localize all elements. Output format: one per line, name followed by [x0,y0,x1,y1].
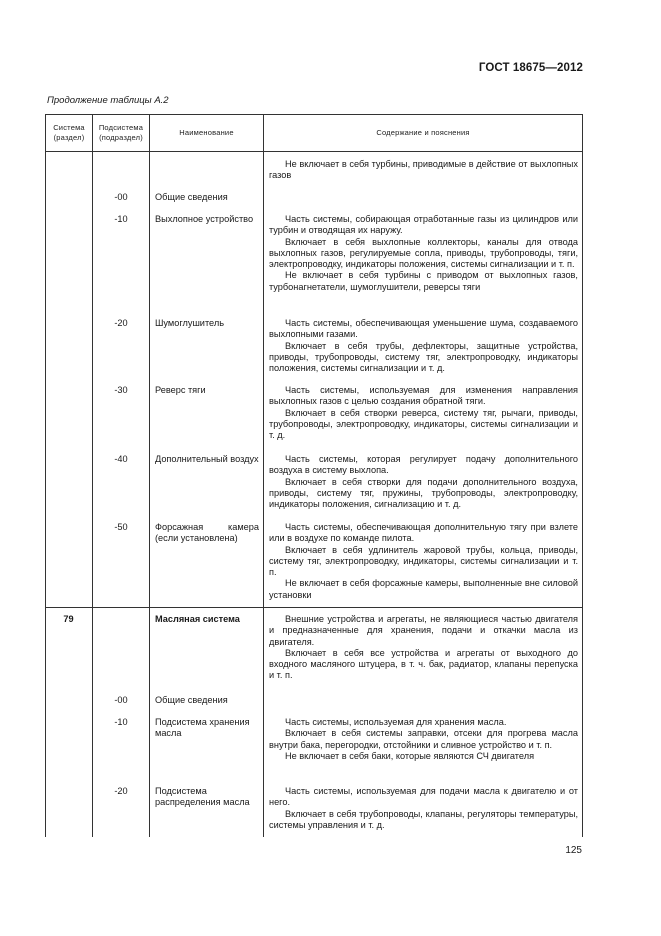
subsystem-code: -00 [114,695,128,705]
subsystem-code: -20 [114,786,128,796]
row-content [269,717,578,762]
content-paragraph: Часть системы, собирающая отработанные газы из цилиндров или турбин и отводящая их наружу. [269,214,578,236]
column-header-name: Наименование [179,128,234,137]
row-name: Форсажная камера (если установлена) [155,522,259,544]
column-header-subsystem: Подсистема (подраздел) [98,123,144,142]
content-paragraph: Включает в себя трубопроводы, клапаны, регуляторы температуры, системы управления и т. д. [269,808,578,830]
row-name: Подсистема хранения масла [155,717,250,739]
row-content [269,614,578,682]
content-paragraph: Не включает в себя турбины, приводимые в действие от выхлопных газов [269,159,578,181]
column-header-system: Система (раздел) [53,123,85,142]
row-name: Реверс тяги [155,385,206,395]
content-paragraph: Часть системы, которая регулирует подачу дополнительного воздуха в систему выхлопа. [269,454,578,476]
row-divider [45,607,583,608]
content-paragraph: Часть системы, обеспечивающая уменьшение шума, создаваемого выхлопными газами. [269,318,578,340]
column-header-content: Содержание и пояснения [376,128,470,137]
row-content [269,454,578,510]
row-name: Масляная система [155,614,240,624]
header-divider [45,151,583,152]
subsystem-code: -10 [114,717,128,727]
table-border-left [45,115,46,837]
page-number: 125 [565,845,582,856]
row-name: Общие сведения [155,192,228,202]
content-paragraph: Не включает в себя турбины с приводом от выхлопных газов, турбонагнетатели, шумоглушители, реверсы тяги [269,270,578,292]
content-paragraph: Включает в себя трубы, дефлекторы, защитные устройства, приводы, трубопроводы, систему тяг, электропроводку, индикаторы положения, системы сигнализации и т. д. [269,340,578,374]
subsystem-code: -30 [114,385,128,395]
row-name: Подсистема распределения масла [155,786,250,808]
subsystem-code: -20 [114,318,128,328]
row-name: Общие сведения [155,695,228,705]
content-paragraph: Не включает в себя форсажные камеры, выполненные вне силовой установки [269,578,578,600]
content-paragraph: Часть системы, используемая для хранения масла. [285,717,507,727]
content-paragraph: Включает в себя все устройства и агрегаты от выходного до входного масляного штуцера, в т. ч. бак, радиатор, клапаны перепуска и т. п. [269,647,578,681]
column-divider [263,115,264,837]
row-name: Дополнительный воздух [155,454,259,464]
content-paragraph: Часть системы, используемая для подачи масла к двигателю и от него. [269,786,578,808]
row-content [269,522,578,601]
subsystem-code: -10 [114,214,128,224]
content-paragraph: Часть системы, используемая для изменения направления выхлопных газов с целью создания обратной тяги. [269,385,578,407]
content-paragraph: Включает в себя системы заправки, отсеки для прогрева масла внутри бака, перегородки, отстойники и сливное устройство и т. п. [269,728,578,750]
row-name: Выхлопное устройство [155,214,254,224]
subsystem-code: -50 [114,522,128,532]
table-border-right [582,115,583,837]
row-content [269,786,578,831]
row-name: Шумоглушитель [155,318,224,328]
row-content [269,318,578,374]
specification-table [45,114,583,837]
content-paragraph: Часть системы, обеспечивающая дополнительную тягу при взлете или в воздухе по команде пилота. [269,522,578,544]
content-paragraph: Внешние устройства и агрегаты, не являющиеся частью двигателя и предназначенные для хранения, подачи и откачки масла из двигателя. [269,614,578,647]
row-content [269,214,578,293]
table-continuation-caption: Продолжение таблицы А.2 [47,95,169,106]
row-content [269,159,578,182]
system-code: 79 [63,614,74,624]
subsystem-code: -40 [114,454,128,464]
content-paragraph: Включает в себя выхлопные коллекторы, каналы для отвода выхлопных газов, регулируемые сопла, приводы, трубопроводы, тяги, электропроводку, индикаторы положения, системы сигнализации и т. п. [269,236,578,270]
standard-designation: ГОСТ 18675—2012 [478,62,583,74]
content-paragraph: Включает в себя удлинитель жаровой трубы, кольца, приводы, систему тяг, электропроводку, индикаторы, системы сигнализации и т. п. [269,544,578,578]
content-paragraph: Включает в себя створки для подачи дополнительного воздуха, приводы, систему тяг, пружины, трубопроводы, электропроводку, индикаторы положения, сигнализацию и т. д. [269,476,578,510]
content-paragraph: Не включает в себя баки, которые являются СЧ двигателя [285,750,535,761]
content-paragraph: Включает в себя створки реверса, систему тяг, рычаги, приводы, трубопроводы, электропроводку, индикаторы, системы сигнализации и т. д. [269,407,578,441]
subsystem-code: -00 [114,192,128,202]
column-divider [149,115,150,837]
row-content [269,385,578,441]
